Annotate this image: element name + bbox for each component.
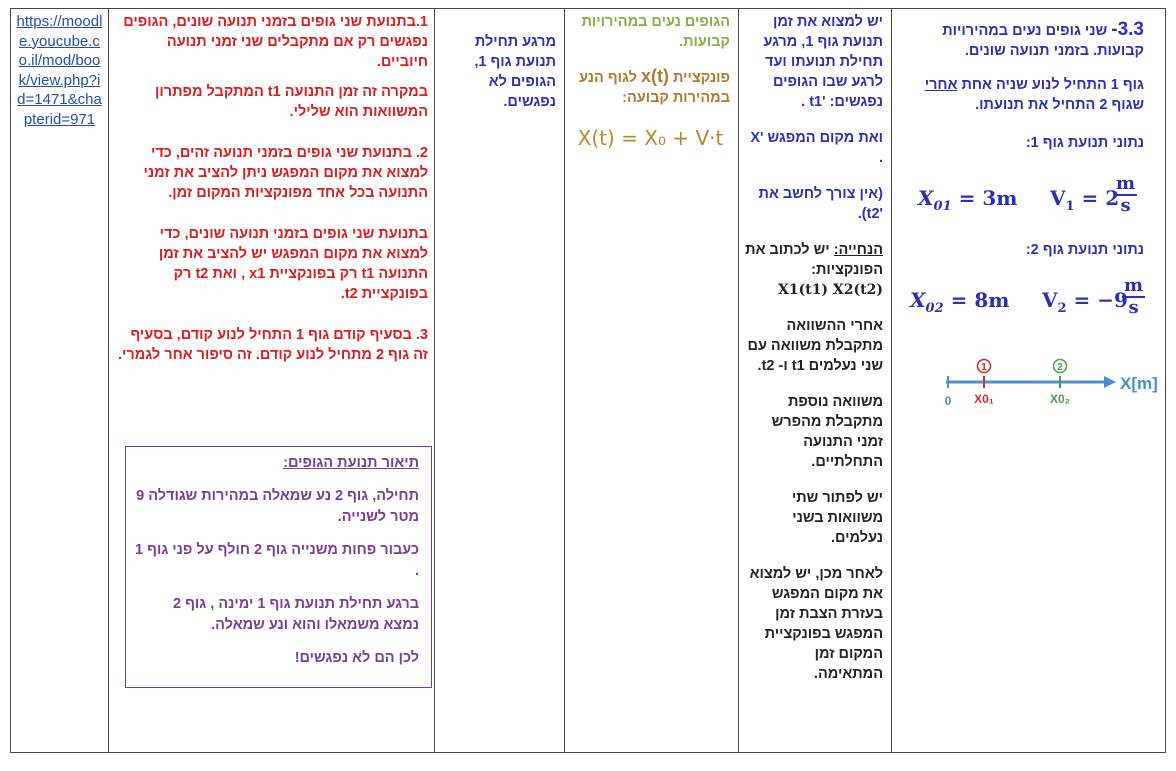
start-column — [435, 8, 564, 753]
note-4: 3. בסעיף קודם גוף 1 התחיל לנוע קודם, בסעיף זה גוף 2 מתחיל לנוע קודם. זה סיפור אחר לגמרי. — [117, 327, 428, 363]
body-2-values: $X_{02} = 8m$ $V_2 = -9$ $\frac{m}{s}$ — [910, 275, 1144, 318]
step-6: יש לפתור שתי משוואות בשני נעלמים. — [791, 490, 883, 546]
step-1: יש למצוא את זמן תנועת גוף 1, מרגע תחילת תנועתו ועד לרגע שבו הגופים נפגשים: 't1 . — [763, 14, 883, 110]
start-text: מרגע תחילת תנועת גוף 1, הגופים לא נפגשים. — [474, 34, 556, 110]
body-1-values: $X_{01} = 3m$ $V_1 = 2$ $\frac{m}{s}$ — [918, 173, 1136, 216]
step-4: אחרי ההשוואה מתקבלת משוואה עם שני נעלמים t1 ו- t2. — [747, 318, 883, 374]
motion-box-heading: תיאור תנועת הגופים: — [283, 455, 419, 471]
body-1-data-label: נתוני תנועת גוף 1: — [1025, 135, 1144, 151]
unit-fraction: $\frac{m}{s}$ — [1116, 173, 1136, 216]
function-column — [565, 8, 738, 753]
moodle-link[interactable]: https://moodle.youcube.co.il/mod/book/view.php?id=1471&chapterid=971 — [16, 13, 103, 128]
axis-x02-label: X0₂ — [1049, 392, 1071, 406]
note-3: בתנועת שני גופים בזמני תנועה שונים, כדי למצוא את מקום המפגש יש להציב את זמן התנועה t1 רק בפונקציית x1 , ואת t2 רק בפונקציית t2. — [158, 226, 428, 302]
marker-1-label: 1 — [981, 362, 987, 373]
note-1-title: 1.בתנועת שני גופים בזמני תנועה שונים, הגופים נפגשים רק אם מתקבלים שני זמני תנועה חיוביים. — [123, 14, 428, 70]
steps-column — [739, 8, 891, 753]
note-1-body: במקרה זה זמן התנועה t1 המתקבל מפתרון המשוואות הוא שלילי. — [155, 84, 428, 120]
xt-symbol: x(t) — [641, 66, 669, 86]
axis-arrow-icon — [1104, 376, 1116, 388]
problem-number: 3.3- — [1111, 19, 1144, 40]
function-formula: X1(t1) X2(t2) — [778, 282, 883, 298]
motion-box-p2: כעבור פחות משנייה גוף 2 חולף על פני גוף 1 . — [135, 542, 419, 579]
axis-name-label: X[m] — [1120, 374, 1158, 393]
motion-description-box — [125, 446, 432, 688]
motion-box-p3: ברגע תחילת תנועת גוף 1 ימינה , גוף 2 נמצא משמאלו והוא ונע שמאלה. — [173, 596, 419, 633]
body-2-data-label: נתוני תנועת גוף 2: — [1025, 242, 1144, 258]
unit-fraction: $\frac{m}{s}$ — [1124, 275, 1144, 318]
axis-zero-label: 0 — [944, 394, 952, 408]
start-order: גוף 1 התחיל לנוע שניה אחת אחרי שגוף 2 התחיל את תנועתו. — [924, 77, 1144, 113]
marker-2-label: 2 — [1057, 362, 1063, 373]
link-column — [11, 8, 108, 753]
step-7: לאחר מכן, יש למצוא את מקום המפגש בעזרת הצבת זמן המפגש בפונקציית המקום זמן המתאימה. — [749, 566, 883, 682]
position-equation: X(t) = X₀ + V·t — [577, 126, 724, 150]
note-2: 2. בתנועת שני גופים בזמני תנועה זהים, כדי למצוא את מקום המפגש ניתן להציב את זמני התנועה בכל אחד מפונקציות המקום זמן. — [143, 145, 428, 201]
problem-title: 3.3- שני גופים נעים במהירויות קבועות. בזמני תנועה שונים. — [942, 19, 1144, 59]
constant-speed-note: הגופים נעים במהירויות קבועות. — [581, 14, 730, 50]
function-caption: פונקציית x(t) לגוף הנע במהירות קבועה: — [579, 66, 730, 106]
motion-box-p1: תחילה, גוף 2 נע שמאלה במהירות שגודלה 9 מטר לשנייה. — [136, 488, 419, 525]
guidance-label: הנחייה: — [833, 242, 883, 258]
guidance: הנחייה: יש לכתוב את הפונקציות: — [745, 242, 883, 278]
step-5: משוואה נוספת מתקבלת מהפרש זמני התנועה התחלתיים. — [771, 394, 883, 470]
step-2: ואת מקום המפגש 'X . — [750, 130, 883, 166]
position-axis-diagram — [930, 352, 1160, 414]
step-3: (אין צורך לחשב את 't2). — [758, 186, 883, 222]
axis-x01-label: X0₁ — [974, 392, 994, 406]
motion-box-p4: לכן הם לא נפגשים! — [294, 650, 419, 666]
